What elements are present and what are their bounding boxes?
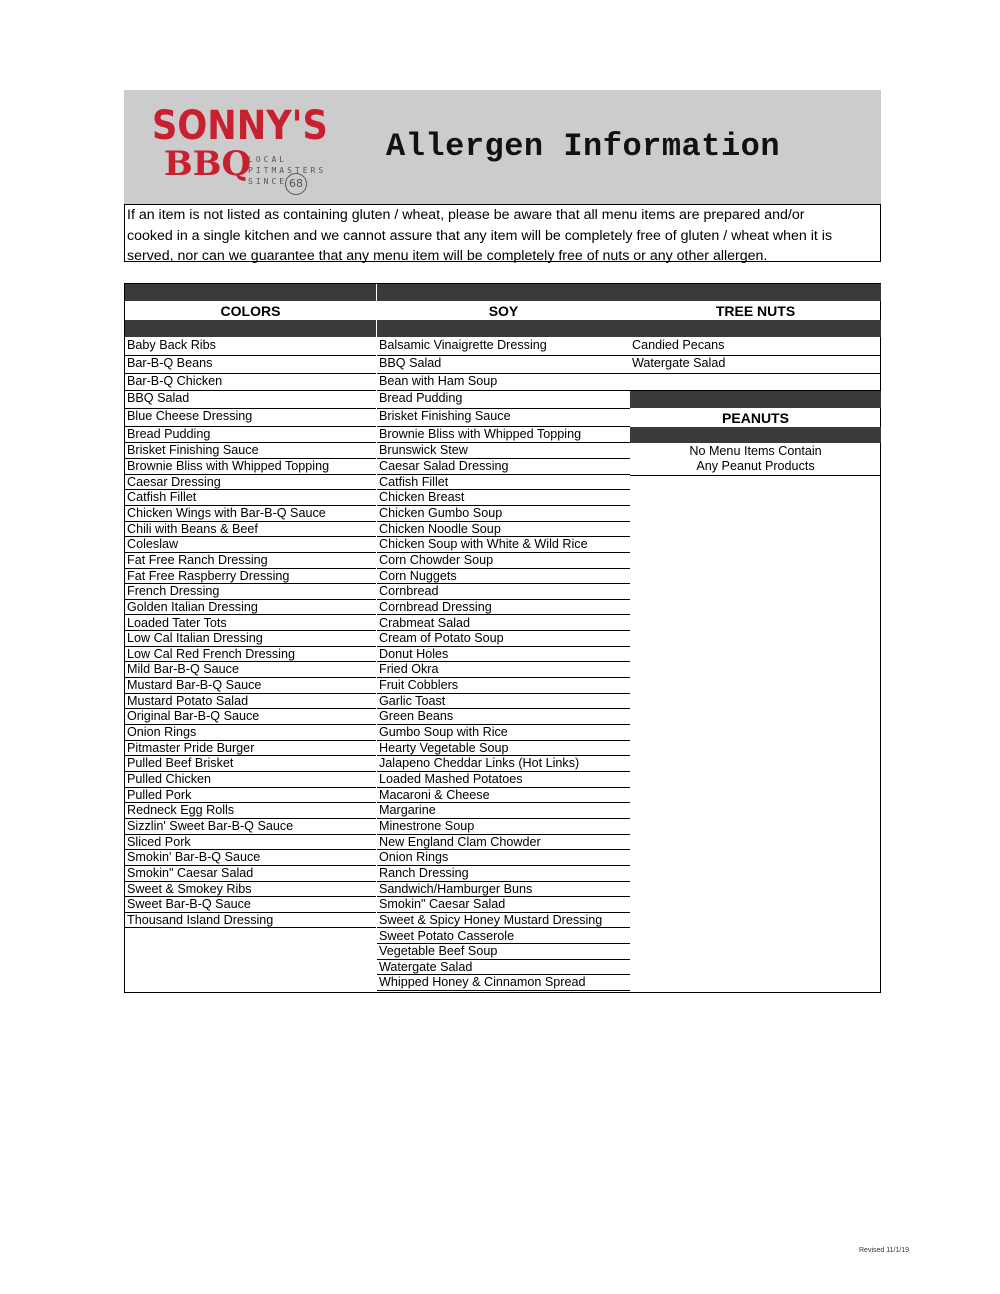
soy-item: Crabmeat Salad (377, 616, 630, 632)
tree-nut-item: Candied Pecans (630, 338, 881, 356)
soy-item: Cornbread Dressing (377, 600, 630, 616)
peanuts-note: Any Peanut Products (696, 459, 815, 473)
soy-item: Corn Chowder Soup (377, 553, 630, 569)
colors-item: Original Bar-B-Q Sauce (125, 709, 376, 725)
revised-date: Revised 11/1/19 (859, 1247, 910, 1254)
soy-header: SOY (488, 303, 519, 319)
colors-item: Redneck Egg Rolls (125, 803, 376, 819)
colors-item: Brownie Bliss with Whipped Topping (125, 459, 376, 475)
colors-item: Pulled Beef Brisket (125, 756, 376, 772)
tree-nut-item: Watergate Salad (630, 356, 881, 374)
header-bar (630, 391, 881, 408)
peanuts-note: No Menu Items Contain (689, 444, 822, 458)
colors-item: Sweet Bar-B-Q Sauce (125, 897, 376, 913)
soy-item: Hearty Vegetable Soup (377, 741, 630, 757)
colors-item: Chili with Beans & Beef (125, 522, 376, 538)
soy-item: Watergate Salad (377, 960, 630, 976)
colors-item: Pulled Pork (125, 788, 376, 804)
soy-item: Cornbread (377, 584, 630, 600)
tree-nuts-header: TREE NUTS (715, 303, 796, 319)
soy-item: Minestrone Soup (377, 819, 630, 835)
peanuts-header: PEANUTS (722, 410, 789, 426)
soy-item: Gumbo Soup with Rice (377, 725, 630, 741)
header-bar (125, 284, 376, 301)
soy-item: Fried Okra (377, 662, 630, 678)
header-banner (124, 90, 881, 204)
sonnys-bbq-logo (152, 104, 327, 194)
colors-item: Golden Italian Dressing (125, 600, 376, 616)
colors-item: Sizzlin' Sweet Bar-B-Q Sauce (125, 819, 376, 835)
colors-item: Low Cal Red French Dressing (125, 647, 376, 663)
colors-item: Sweet & Smokey Ribs (125, 882, 376, 898)
blank-cell (630, 374, 881, 391)
disclaimer-box (124, 204, 881, 262)
soy-item: Vegetable Beef Soup (377, 944, 630, 960)
soy-item: Loaded Mashed Potatoes (377, 772, 630, 788)
soy-item: Corn Nuggets (377, 569, 630, 585)
header-bar (377, 320, 630, 337)
colors-item: Bar-B-Q Beans (125, 356, 376, 374)
logo-bbq: BBQ (164, 144, 252, 184)
soy-item: Brunswick Stew (377, 443, 630, 459)
soy-item: Cream of Potato Soup (377, 631, 630, 647)
colors-item: French Dressing (125, 584, 376, 600)
soy-item: Bread Pudding (377, 391, 630, 409)
soy-item: Fruit Cobblers (377, 678, 630, 694)
soy-item: Sweet Potato Casserole (377, 929, 630, 945)
colors-item: Blue Cheese Dressing (125, 409, 376, 427)
header-bar (630, 284, 881, 301)
soy-item: Balsamic Vinaigrette Dressing (377, 338, 630, 356)
colors-item: Caesar Dressing (125, 475, 376, 491)
colors-item: Fat Free Ranch Dressing (125, 553, 376, 569)
soy-item: Smokin" Caesar Salad (377, 897, 630, 913)
soy-item: Onion Rings (377, 850, 630, 866)
colors-item: Pulled Chicken (125, 772, 376, 788)
header-bar (630, 427, 881, 443)
soy-item: Chicken Noodle Soup (377, 522, 630, 538)
page-title: Allergen Information (386, 128, 781, 165)
colors-item: Mustard Potato Salad (125, 694, 376, 710)
colors-header: COLORS (220, 303, 281, 319)
soy-item: Caesar Salad Dressing (377, 459, 630, 475)
soy-item: Whipped Honey & Cinnamon Spread (377, 975, 630, 991)
soy-item: Macaroni & Cheese (377, 788, 630, 804)
soy-item: Jalapeno Cheddar Links (Hot Links) (377, 756, 630, 772)
disclaimer-line: cooked in a single kitchen and we cannot assure that any item will be completely free of gluten / wheat when it is (127, 227, 833, 244)
soy-item: Garlic Toast (377, 694, 630, 710)
colors-item: Coleslaw (125, 537, 376, 553)
soy-item: Catfish Fillet (377, 475, 630, 491)
soy-item: Chicken Breast (377, 490, 630, 506)
header-bar (630, 320, 881, 337)
colors-item: Baby Back Ribs (125, 338, 376, 356)
soy-item: Chicken Soup with White & Wild Rice (377, 537, 630, 553)
colors-item: Smokin" Caesar Salad (125, 866, 376, 882)
colors-item: Brisket Finishing Sauce (125, 443, 376, 459)
soy-item: Bean with Ham Soup (377, 374, 630, 391)
colors-item: Thousand Island Dressing (125, 913, 376, 929)
colors-item: Mild Bar-B-Q Sauce (125, 662, 376, 678)
colors-item: Mustard Bar-B-Q Sauce (125, 678, 376, 694)
logo-year-badge: 68 (285, 173, 307, 195)
soy-item: Margarine (377, 803, 630, 819)
soy-item: Sweet & Spicy Honey Mustard Dressing (377, 913, 630, 929)
disclaimer-line: served, nor can we guarantee that any menu item will be completely free of nuts or any other allergen. (127, 248, 768, 264)
allergen-table (124, 283, 881, 993)
colors-item: Chicken Wings with Bar-B-Q Sauce (125, 506, 376, 522)
header-bar (125, 320, 376, 337)
header-bar (377, 284, 630, 301)
colors-item: Loaded Tater Tots (125, 616, 376, 632)
soy-item: Brownie Bliss with Whipped Topping (377, 427, 630, 443)
colors-item: Bar-B-Q Chicken (125, 374, 376, 391)
logo-wordmark: SONNY'S (152, 103, 328, 149)
row-divider (630, 475, 881, 476)
colors-item: Smokin' Bar-B-Q Sauce (125, 850, 376, 866)
soy-item: Donut Holes (377, 647, 630, 663)
colors-item: Catfish Fillet (125, 490, 376, 506)
soy-item: Green Beans (377, 709, 630, 725)
soy-item: New England Clam Chowder (377, 835, 630, 851)
soy-item: Sandwich/Hamburger Buns (377, 882, 630, 898)
colors-item: Bread Pudding (125, 427, 376, 443)
soy-item: Chicken Gumbo Soup (377, 506, 630, 522)
soy-item: Brisket Finishing Sauce (377, 409, 630, 427)
colors-item: Sliced Pork (125, 835, 376, 851)
colors-item: BBQ Salad (125, 391, 376, 409)
soy-item: BBQ Salad (377, 356, 630, 374)
colors-item: Low Cal Italian Dressing (125, 631, 376, 647)
colors-item: Fat Free Raspberry Dressing (125, 569, 376, 585)
logo-tagline: LOCAL PITMASTERS SINCE (248, 155, 327, 186)
disclaimer-line: If an item is not listed as containing gluten / wheat, please be aware that all menu items are prepared and/or (127, 207, 805, 223)
colors-item: Onion Rings (125, 725, 376, 741)
colors-item: Pitmaster Pride Burger (125, 741, 376, 757)
soy-item: Ranch Dressing (377, 866, 630, 882)
